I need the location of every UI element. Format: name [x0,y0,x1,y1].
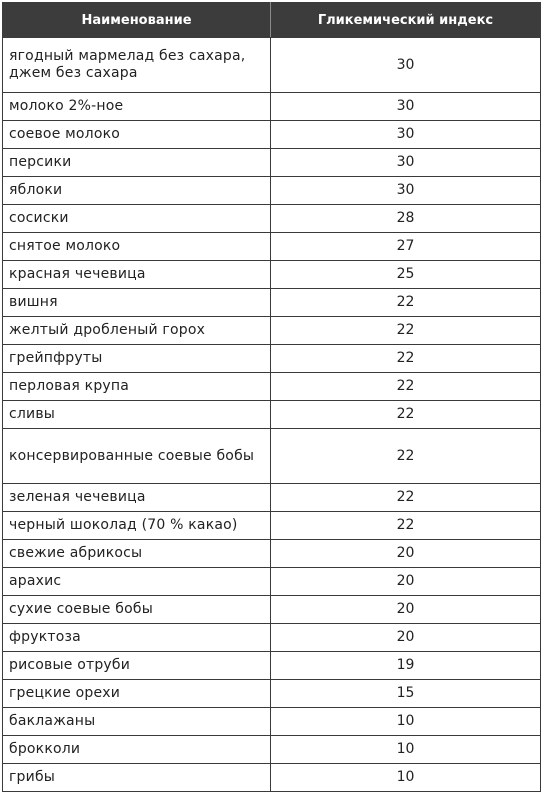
product-name-cell: персики [3,149,271,177]
product-name-cell: молоко 2%-ное [3,93,271,121]
product-name-cell: перловая крупа [3,373,271,401]
glycemic-index-cell: 30 [271,177,541,205]
product-name-cell: фруктоза [3,624,271,652]
glycemic-index-cell: 10 [271,764,541,792]
product-name-cell: сухие соевые бобы [3,596,271,624]
product-name-cell: снятое молоко [3,233,271,261]
table-row [3,680,541,708]
table-row [3,289,541,317]
table-row [3,484,541,512]
glycemic-index-cell: 15 [271,680,541,708]
table-row [3,205,541,233]
glycemic-index-cell: 30 [271,38,541,93]
glycemic-index-cell: 22 [271,345,541,373]
glycemic-index-cell: 22 [271,373,541,401]
table-row [3,708,541,736]
product-name-cell: брокколи [3,736,271,764]
table-row [3,429,541,484]
table-row [3,317,541,345]
glycemic-index-cell: 22 [271,401,541,429]
table-row [3,624,541,652]
product-name-cell: свежие абрикосы [3,540,271,568]
column-header-glycemic-index: Гликемический индекс [271,3,541,38]
product-name-cell: красная чечевица [3,261,271,289]
product-name-cell: соевое молоко [3,121,271,149]
glycemic-index-cell: 20 [271,624,541,652]
table-row [3,177,541,205]
product-name-cell: ягодный мармелад без сахара, джем без сахара [3,38,271,93]
glycemic-index-cell: 20 [271,596,541,624]
table-row [3,93,541,121]
table-row [3,233,541,261]
product-name-cell: сливы [3,401,271,429]
glycemic-index-cell: 25 [271,261,541,289]
glycemic-index-cell: 20 [271,540,541,568]
product-name-cell: арахис [3,568,271,596]
product-name-cell: вишня [3,289,271,317]
table-row [3,261,541,289]
glycemic-index-cell: 30 [271,93,541,121]
product-name-cell: сосиски [3,205,271,233]
glycemic-index-cell: 22 [271,484,541,512]
table-row [3,373,541,401]
glycemic-index-cell: 28 [271,205,541,233]
product-name-cell: баклажаны [3,708,271,736]
table-row [3,764,541,792]
product-name-cell: яблоки [3,177,271,205]
table-row [3,149,541,177]
header-row [3,3,541,38]
glycemic-index-cell: 22 [271,289,541,317]
table-body [3,38,541,792]
table-row [3,596,541,624]
table-row [3,568,541,596]
glycemic-index-cell: 30 [271,149,541,177]
glycemic-index-cell: 20 [271,568,541,596]
glycemic-index-cell: 10 [271,736,541,764]
product-name-cell: рисовые отруби [3,652,271,680]
table-row [3,401,541,429]
table-row [3,121,541,149]
glycemic-index-table [2,2,541,792]
glycemic-index-cell: 27 [271,233,541,261]
product-name-cell: грибы [3,764,271,792]
glycemic-index-cell: 22 [271,512,541,540]
glycemic-index-cell: 19 [271,652,541,680]
table-row [3,736,541,764]
glycemic-index-cell: 22 [271,317,541,345]
table-row [3,512,541,540]
column-header-name: Наименование [3,3,271,38]
product-name-cell: черный шоколад (70 % какао) [3,512,271,540]
product-name-cell: грецкие орехи [3,680,271,708]
table-row [3,38,541,93]
product-name-cell: грейпфруты [3,345,271,373]
glycemic-index-cell: 30 [271,121,541,149]
product-name-cell: консервированные соевые бобы [3,429,271,484]
table-row [3,345,541,373]
product-name-cell: зеленая чечевица [3,484,271,512]
table-header [3,3,541,38]
product-name-cell: желтый дробленый горох [3,317,271,345]
glycemic-index-cell: 22 [271,429,541,484]
table-row [3,540,541,568]
glycemic-index-cell: 10 [271,708,541,736]
table-row [3,652,541,680]
